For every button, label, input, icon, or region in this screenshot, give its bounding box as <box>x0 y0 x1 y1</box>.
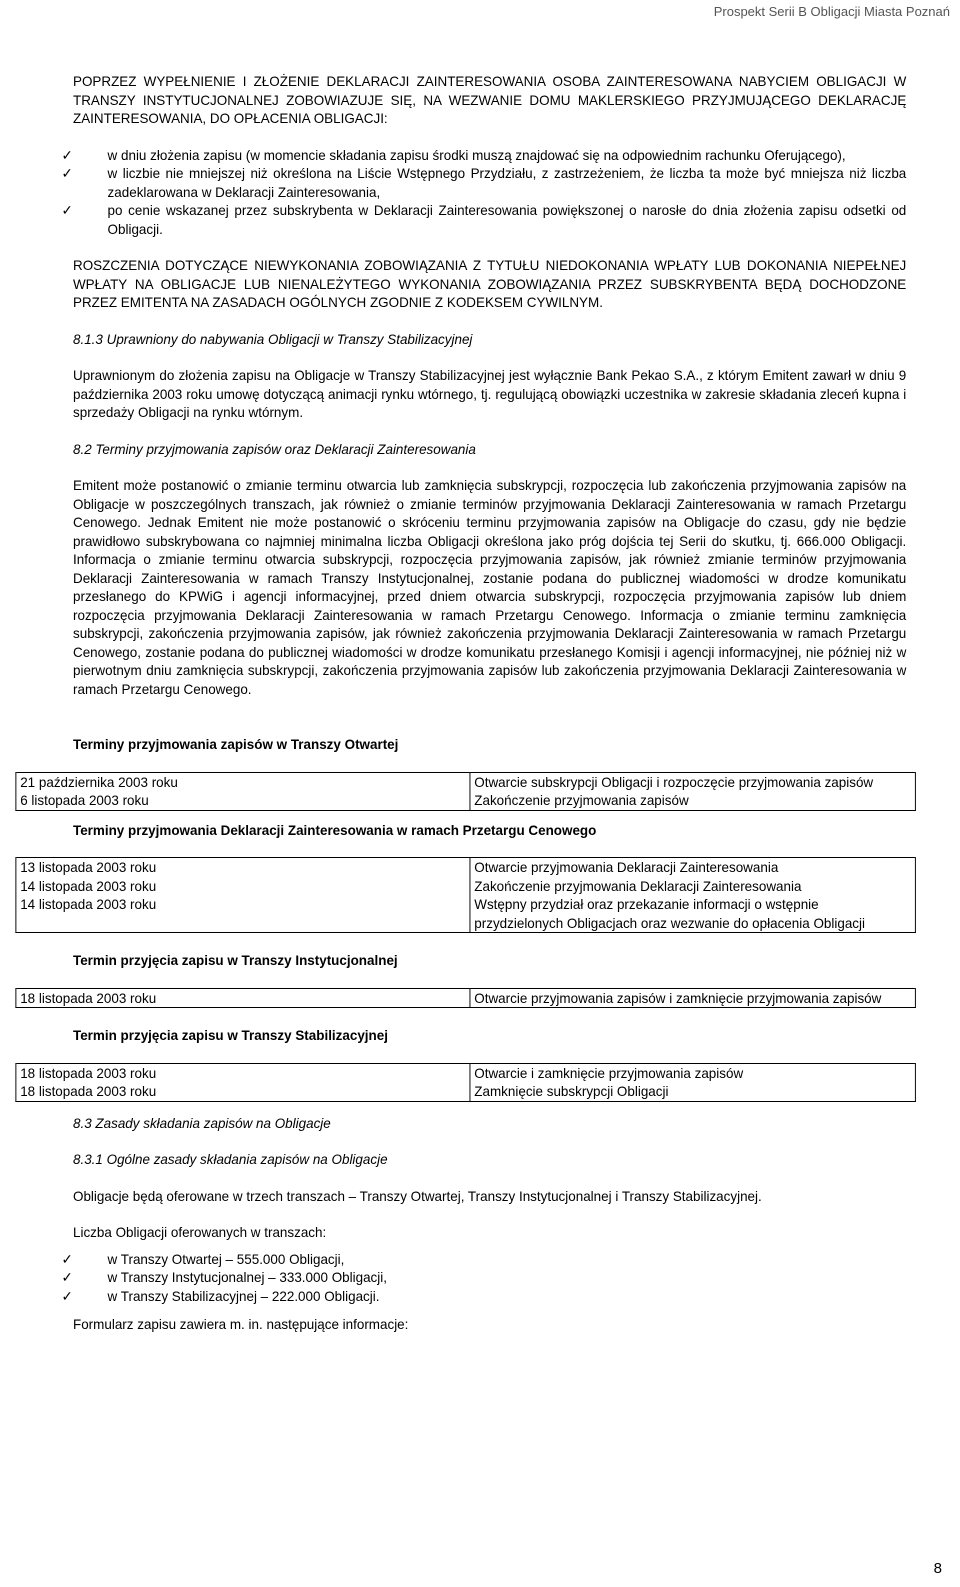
table-cell-date: 18 listopada 2003 roku <box>16 988 470 1008</box>
table-cell-date: 21 października 2003 roku <box>16 772 470 791</box>
list-item-text: w Transzy Stabilizacyjnej – 222.000 Obligacji. <box>107 1287 380 1304</box>
payment-conditions-list <box>61 146 906 239</box>
list-item <box>61 164 906 201</box>
tranches-paragraph: Obligacje będą oferowane w trzech transzach – Transzy Otwartej, Transzy Instytucjonalnej i Transzy Stabilizacyjnej. <box>73 1187 762 1204</box>
list-item <box>61 146 906 165</box>
table-cell-event: Otwarcie przyjmowania Deklaracji Zainteresowania <box>470 858 915 877</box>
checkmark-icon: ✓ <box>61 202 73 218</box>
claims-caps-paragraph: ROSZCZENIA DOTYCZĄCE NIEWYKONANIA ZOBOWIĄZANIA Z TYTUŁU NIEDOKONANIA WPŁATY LUB DOKONANIA NIEPEŁNEJ WPŁATY NA OBLIGACJE LUB NIENALEŻYTEGO WYKONANIA ZOBOWIĄZANIA PRZEZ SUBSKRYBENTA BĘDĄ DOCHODZONE PRZEZ EMITENTA NA ZASADACH OGÓLNYCH ZGODNIE Z KODEKSEM CYWILNYM. <box>73 257 907 310</box>
section-8-2-title: 8.2 Terminy przyjmowania zapisów oraz Deklaracji Zainteresowania <box>73 440 476 457</box>
table-cell-date: 18 listopada 2003 roku <box>16 1063 470 1082</box>
page-content <box>20 72 907 1334</box>
table-row <box>16 988 916 1008</box>
list-item-text: w liczbie nie mniejszej niż określona na Liście Wstępnego Przydziału, z zastrzeżeniem, że liczba ta może być mniejsza niż liczba zadeklarowana w Deklaracji Zainteresowania, <box>107 165 907 200</box>
table-heading-open-tranche: Terminy przyjmowania zapisów w Transzy Otwartej <box>73 736 399 752</box>
list-item <box>61 201 906 238</box>
schedule-table-institutional-tranche <box>15 988 915 1009</box>
table-row <box>16 791 916 810</box>
list-item-text: w dniu złożenia zapisu (w momencie składania zapisu środki muszą znajdować się na odpowiednim rachunku Oferującego), <box>107 146 846 163</box>
table-row <box>16 895 916 933</box>
page-number: 8 <box>933 1560 942 1577</box>
list-item-text: w Transzy Instytucjonalnej – 333.000 Obligacji, <box>107 1269 387 1285</box>
section-8-1-3-title: 8.1.3 Uprawniony do nabywania Obligacji w Transzy Stabilizacyjnej <box>73 330 473 347</box>
section-8-1-3-body: Uprawnionym do złożenia zapisu na Obligacje w Transzy Stabilizacyjnej jest wyłącznie Bank Pekao S.A., z którym Emitent zawarł w dniu 9 października 2003 roku umowę dotyczącą animacji rynku wtórnego, tj. regulującą obowiązki uczestnika w zakresie składania zleceń kupna i sprzedaży Obligacji na rynku wtórnym. <box>73 367 907 420</box>
checkmark-icon: ✓ <box>61 146 73 163</box>
table-cell-event: Otwarcie i zamknięcie przyjmowania zapisów <box>470 1063 915 1082</box>
checkmark-icon: ✓ <box>61 165 73 181</box>
table-row <box>16 1082 916 1101</box>
form-contents-intro: Formularz zapisu zawiera m. in. następujące informacje: <box>73 1316 409 1332</box>
table-row <box>16 1063 916 1082</box>
list-item <box>61 1268 906 1287</box>
section-8-3-title: 8.3 Zasady składania zapisów na Obligacje <box>73 1114 331 1131</box>
intro-caps-paragraph: POPRZEZ WYPEŁNIENIE I ZŁOŻENIE DEKLARACJI ZAINTERESOWANIA OSOBA ZAINTERESOWANA NABYCIEM OBLIGACJI W TRANSZY INSTYTUCJONALNEJ ZOBOWIAZUJE SIĘ, NA WEZWANIE DOMU MAKLERSKIEGO PRZYJMUJĄCEGO DEKLARACJĘ ZAINTERESOWANIA, DO OPŁACENIA OBLIGACJI: <box>73 73 907 126</box>
table-cell-event: Otwarcie subskrypcji Obligacji i rozpoczęcie przyjmowania zapisów <box>470 772 915 791</box>
table-row <box>16 877 916 896</box>
list-item <box>61 1250 906 1269</box>
table-cell-event: Wstępny przydział oraz przekazanie informacji o wstępnie przydzielonych Obligacjach oraz wezwanie do opłacenia Obligacji <box>470 895 915 933</box>
table-heading-institutional-tranche: Termin przyjęcia zapisu w Transzy Instytucjonalnej <box>73 952 398 968</box>
table-heading-stabilization-tranche: Termin przyjęcia zapisu w Transzy Stabilizacyjnej <box>73 1027 388 1043</box>
list-item-text: w Transzy Otwartej – 555.000 Obligacji, <box>107 1250 345 1267</box>
running-header: Prospekt Serii B Obligacji Miasta Poznań <box>713 4 950 19</box>
list-item-text: po cenie wskazanej przez subskrybenta w Deklaracji Zainteresowania powiększonej o narosłe do dnia złożenia zapisu odsetki od Obligacji. <box>107 202 907 237</box>
table-cell-date: 14 listopada 2003 roku <box>16 877 470 896</box>
list-item <box>61 1287 906 1306</box>
section-8-3-1-title: 8.3.1 Ogólne zasady składania zapisów na Obligacje <box>73 1151 388 1167</box>
schedule-table-open-tranche <box>15 772 915 811</box>
table-cell-event: Zamknięcie subskrypcji Obligacji <box>470 1082 915 1101</box>
table-cell-event: Otwarcie przyjmowania zapisów i zamknięcie przyjmowania zapisów <box>470 988 915 1008</box>
table-row <box>16 772 916 791</box>
schedule-table-price-tender <box>15 857 915 933</box>
tranche-count-intro: Liczba Obligacji oferowanych w transzach: <box>73 1224 327 1240</box>
table-cell-event: Zakończenie przyjmowania zapisów <box>470 791 915 810</box>
section-8-2-body: Emitent może postanowić o zmianie terminu otwarcia lub zamknięcia subskrypcji, rozpoczęcia lub zakończenia przyjmowania zapisów na Obligacje w poszczególnych transzach, jak również o zmianie terminów przyjmowania Deklaracji Zainteresowania w ramach Przetargu Cenowego. Jednak Emitent nie może postanowić o skróceniu terminu przyjmowania zapisów na Obligacje do czasu, gdy nie będzie prawidłowo subskrybowana co najmniej minimalna liczba Obligacji określona jako próg dojścia tej Serii do skutku, tj. 666.000 Obligacji. Informacja o zmianie terminu otwarcia subskrypcji, rozpoczęcia przyjmowania zapisów, jak również zmianie terminów przyjmowania Deklaracji Zainteresowania w ramach Transzy Instytucjonalnej, zostanie podana do publicznej wiadomości w drodze komunikatu przesłanego do KPWiG i agencji informacyjnej, przed dniem otwarcia subskrypcji, rozpoczęcia przyjmowania zapisów lub dniem rozpoczęcia przyjmowania Deklaracji Zainteresowania w ramach Przetargu Cenowego. Informacja o zmianie terminu zamknięcia subskrypcji, zakończenia przyjmowania zapisów, jak również zakończenia przyjmowania Deklaracji Zainteresowania w ramach Przetargu Cenowego, zostanie podana do publicznej wiadomości w drodze komunikatu przesłanego Komisji i agencji informacyjnej, nie później niż w pierwotnym dniu zamknięcia subskrypcji, zakończenia przyjmowania zapisów lub zakończenia przyjmowania Deklaracji Zainteresowania w ramach Przetargu Cenowego. <box>73 477 907 697</box>
table-heading-price-tender: Terminy przyjmowania Deklaracji Zainteresowania w ramach Przetargu Cenowego <box>73 821 597 838</box>
checkmark-icon: ✓ <box>61 1287 73 1304</box>
schedule-table-stabilization-tranche <box>15 1063 915 1102</box>
table-cell-date: 6 listopada 2003 roku <box>16 791 470 810</box>
table-cell-date: 14 listopada 2003 roku <box>16 895 470 933</box>
table-cell-date: 13 listopada 2003 roku <box>16 858 470 877</box>
table-cell-date: 18 listopada 2003 roku <box>16 1082 470 1101</box>
checkmark-icon: ✓ <box>61 1250 73 1267</box>
table-row <box>16 858 916 877</box>
checkmark-icon: ✓ <box>61 1269 73 1285</box>
table-cell-event: Zakończenie przyjmowania Deklaracji Zainteresowania <box>470 877 915 896</box>
tranche-sizes-list <box>61 1250 906 1306</box>
